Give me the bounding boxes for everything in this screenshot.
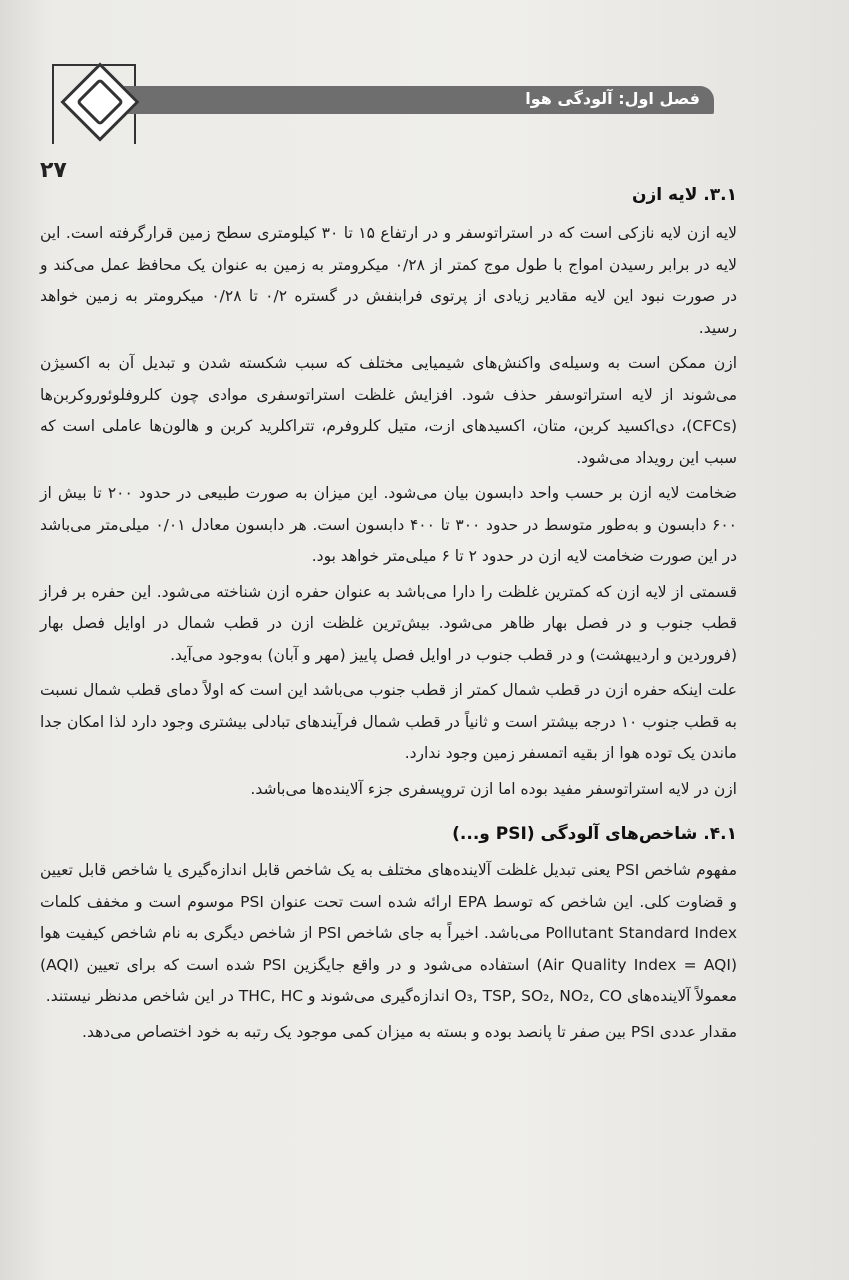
section-heading-pollution-index: ۴.۱. شاخص‌های آلودگی (PSI و...) [452, 824, 737, 844]
paragraph: علت اینکه حفره ازن در قطب شمال کمتر از قطب جنوب می‌باشد این است که اولاً دمای قطب شمال نسبت به قطب جنوب ۱۰ درجه بیشتر است و ثانیاً در قطب شمال فرآیندهای تبادلی بیشتری وجود دارد لذا امکان جدا ماندن یک توده هوا از بقیه اتمسفر زمین وجود ندارد. [40, 681, 737, 762]
paragraph: لایه ازن لایه نازکی است که در استراتوسفر و در ارتفاع ۱۵ تا ۳۰ کیلومتری سطح زمین قرارگرفته است. این لایه در برابر رسیدن امواج با طول موج کمتر از ۰/۲۸ میکرومتر به زمین به عنوان یک محافظ عمل می‌کند و در صورت نبود این لایه مقادیر زیادی از پرتوی فرابنفش در گستره ۰/۲ تا ۰/۲۸ میکرومتر به زمین خواهد رسید. [40, 224, 738, 337]
paragraph: ضخامت لایه ازن بر حسب واحد دابسون بیان می‌شود. این میزان به صورت طبیعی در حدود ۲۰۰ تا بیش از ۶۰۰ دابسون و به‌طور متوسط در حدود ۳۰۰ تا ۴۰۰ دابسون است. هر دابسون معادل ۰/۰۱ میلی‌متر می‌باشد در این صورت ضخامت لایه ازن در حدود ۲ تا ۶ میلی‌متر خواهد بود. [40, 484, 737, 565]
page-number: ۲۷ [40, 158, 67, 183]
chapter-header-bar [118, 86, 714, 114]
paragraph: ازن در لایه استراتوسفر مفید بوده اما ازن تروپسفری جزء آلاینده‌ها می‌باشد. [250, 779, 737, 798]
page-content [40, 180, 737, 1052]
paragraph: قسمتی از لایه ازن که کمترین غلظت را دارا می‌باشد به عنوان حفره ازن شناخته می‌شود. این حفره بر فراز قطب جنوب و در فصل بهار ظاهر می‌شود. بیش‌ترین غلظت ازن در قطب شمال در اوایل فصل بهار (فروردین و اردیبهشت) و در قطب جنوب در اوایل فصل پاییز (مهر و آبان) به‌وجود می‌آید. [40, 582, 737, 664]
logo-inner-frame [76, 78, 124, 126]
paragraph: ازن ممکن است به وسیله‌ی واکنش‌های شیمیایی مختلف که سبب شکسته شدن و تبدیل آن به اکسیژن می‌شوند از لایه استراتوسفر حذف شود. افزایش غلظت استراتوسفری موادی چون کلروفلوئوروکربن‌ها (CFCs)، دی‌اکسید کربن، متان، اکسیدهای ازت، متیل کلروفرم، تتراکلرید کربن و هالون‌ها عاملی است که سبب این رویداد می‌شود. [40, 354, 737, 467]
chapter-title: فصل اول: آلودگی هوا [525, 89, 700, 108]
paragraph: مقدار عددی PSI بین صفر تا پانصد بوده و بسته به میزان کمی موجود یک رتبه به خود اختصاص می‌دهد. [82, 1022, 737, 1041]
header-vertical-line [52, 116, 54, 144]
section-heading-ozone: ۳.۱. لایه ازن [632, 185, 737, 205]
paragraph: مفهوم شاخص PSI یعنی تبدیل غلظت آلاینده‌های مختلف به یک شاخص قابل اندازه‌گیری یا شاخص قابل تعیین و قضاوت کلی. این شاخص که توسط EPA ارائه شده است تحت عنوان PSI موسوم است و مخفف کلمات Pollutant Standard Index می‌باشد. اخیراً به جای شاخص PSI از شاخص دیگری به نام شاخص کیفیت هوا (Air Quality Index = AQI) استفاده می‌شود و در واقع جایگزین PSI شده است که برای تعیین (AQI) معمولاً آلاینده‌های O₃, TSP, SO₂, NO₂, CO اندازه‌گیری می‌شوند و THC, HC در این شاخص مدنظر نیستند. [40, 861, 738, 1005]
